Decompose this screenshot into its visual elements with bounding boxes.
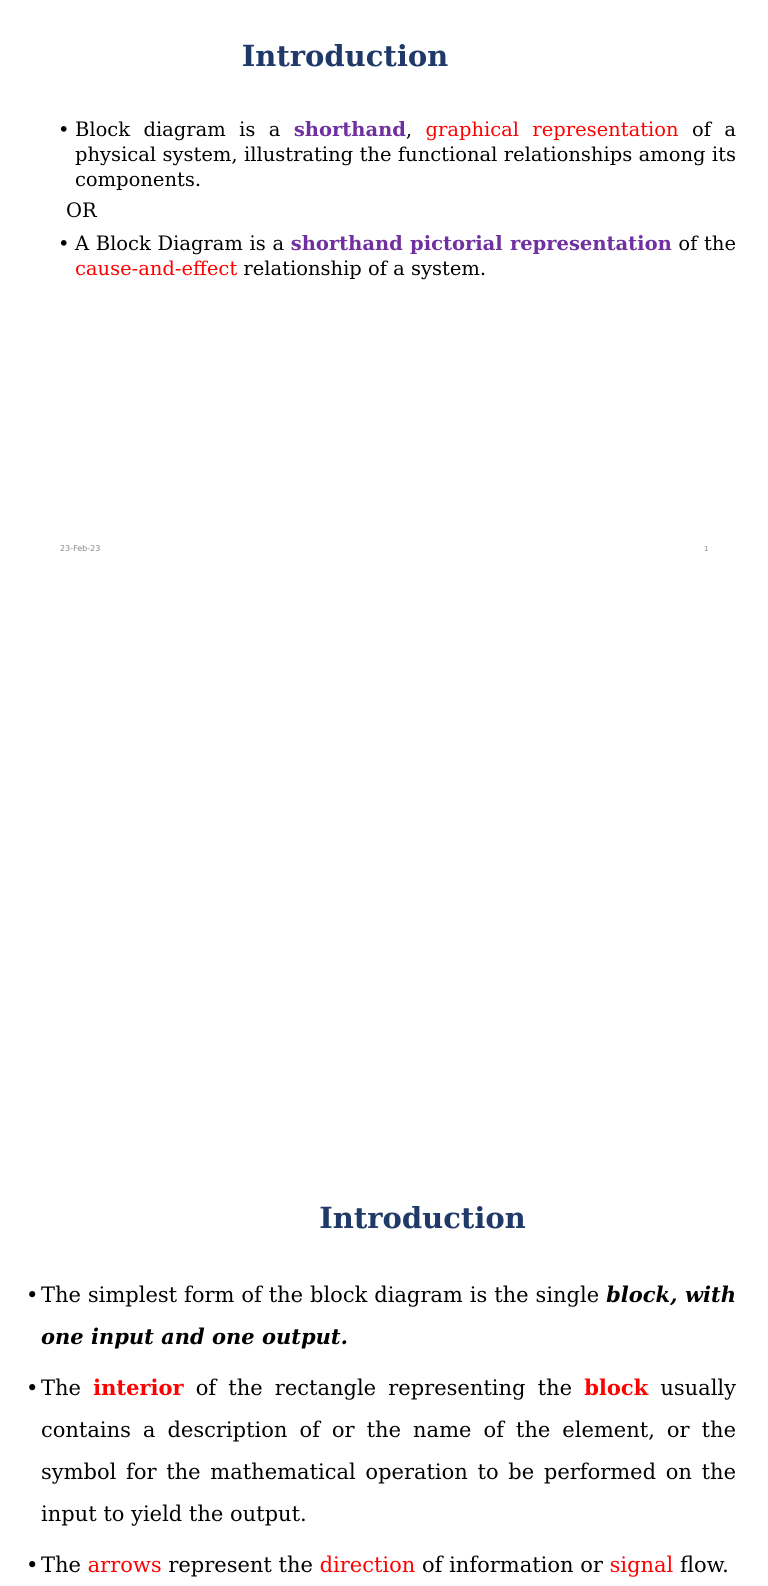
slide-2-bullet-3: • The arrows represent the direction of information or signal flow. xyxy=(26,1544,736,1586)
highlight-direction: direction xyxy=(319,1553,416,1577)
highlight-interior: interior xyxy=(93,1375,184,1400)
bullet-marker: • xyxy=(58,118,70,141)
highlight-shorthand-pictorial-representation: shorthand pictorial representation xyxy=(290,232,672,255)
slide-date: 23-Feb-23 xyxy=(60,544,101,553)
highlight-cause-and-effect: cause-and-effect xyxy=(75,257,238,280)
bullet-marker: • xyxy=(58,232,70,255)
slide-1-title: Introduction xyxy=(241,39,449,73)
highlight-block: block xyxy=(584,1375,649,1400)
bullet-marker: • xyxy=(26,1553,39,1577)
slide-1-bullet-2: • A Block Diagram is a shorthand pictorial representation of the cause-and-effect relationship of a system. xyxy=(58,232,736,280)
slide-page-number: 1 xyxy=(704,545,709,553)
slide-2-bullet-2: • The interior of the rectangle representing the block usually contains a description of or the name of the element, or the symbol for the mathematical operation to be performed on the input to yield the output. xyxy=(26,1367,736,1535)
highlight-arrows: arrows xyxy=(87,1553,162,1577)
slide-1 xyxy=(0,0,768,576)
slide-2 xyxy=(0,576,768,1577)
bullet-marker: • xyxy=(26,1283,39,1307)
slide-2-title: Introduction xyxy=(319,1201,526,1235)
or-separator: OR xyxy=(66,199,97,222)
slide-2-bullet-1: • The simplest form of the block diagram is the single block, with one input and one output. xyxy=(26,1274,736,1358)
highlight-signal: signal xyxy=(609,1553,674,1577)
highlight-shorthand: shorthand xyxy=(293,118,406,141)
emphasis-single-block: block, with one input and one output. xyxy=(41,1282,737,1349)
bullet-marker: • xyxy=(26,1376,39,1400)
slide-1-bullet-1: • Block diagram is a shorthand, graphical representation of a physical system, illustrating the functional relationships among its components. xyxy=(58,118,736,191)
highlight-graphical-representation: graphical representation xyxy=(425,118,679,141)
